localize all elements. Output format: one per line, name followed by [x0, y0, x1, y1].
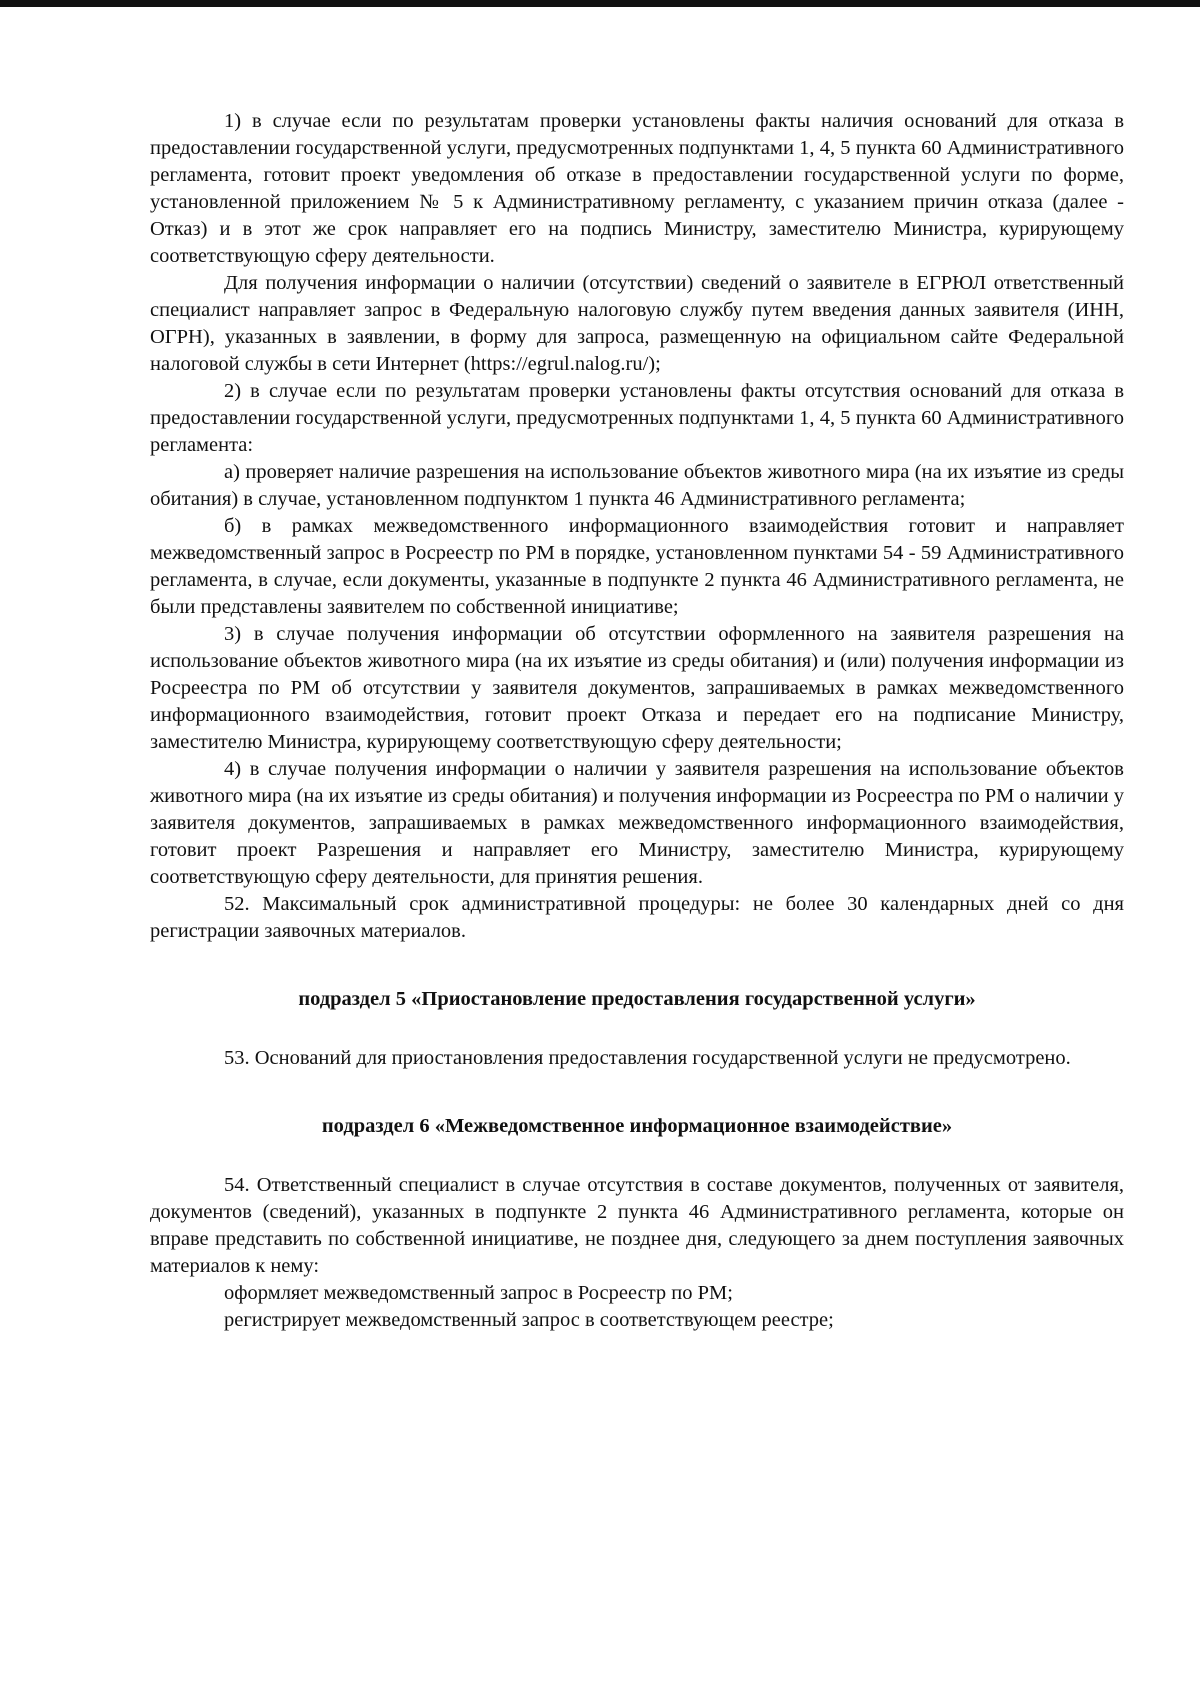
paragraph-subitem-4: 4) в случае получения информации о наличии у заявителя разрешения на использование объектов животного мира (на их изъятие из среды обитания) и получения информации из Росреестра по РМ о наличии у заявителя документов, запрашиваемых в рамках межведомственного информационного взаимодействия, готовит проект Разрешения и направляет его Министру, заместителю Министра, курирующему соответствующую сферу деятельности, для принятия решения. — [150, 758, 1124, 888]
section-5-heading: подраздел 5 «Приостановление предоставления государственной услуги» — [298, 988, 976, 1010]
paragraph-subitem-3: 3) в случае получения информации об отсутствии оформленного на заявителя разрешения на использование объектов животного мира (на их изъятие из среды обитания) и (или) получения информации из Росреестра по РМ об отсутствии у заявителя документов, запрашиваемых в рамках межведомственного информационного взаимодействия, готовит проект Отказа и передает его на подписание Министру, заместителю Министра, курирующему соответствующую сферу деятельности; — [150, 623, 1124, 753]
spacer — [150, 1072, 1124, 1113]
paragraph-subitem-2: 2) в случае если по результатам проверки установлены факты отсутствия оснований для отказа в предоставлении государственной услуги, предусмотренных подпунктами 1, 4, 5 пункта 60 Административного регламента: — [150, 380, 1124, 456]
document-page — [150, 108, 1124, 1334]
paragraph-subitem-2a: а) проверяет наличие разрешения на использование объектов животного мира (на их изъятие из среды обитания) в случае, установленном подпунктом 1 пункта 46 Административного регламента; — [150, 461, 1124, 510]
list-item: оформляет межведомственный запрос в Росреестр по РМ; — [224, 1282, 733, 1304]
spacer — [150, 945, 1124, 986]
spacer — [150, 1140, 1124, 1172]
paragraph-item-53: 53. Оснований для приостановления предоставления государственной услуги не предусмотрено. — [224, 1047, 1071, 1069]
paragraph-item-54: 54. Ответственный специалист в случае отсутствия в составе документов, полученных от заявителя, документов (сведений), указанных в подпункте 2 пункта 46 Административного регламента, которые он вправе представить по собственной инициативе, не позднее дня, следующего за днем поступления заявочных материалов к нему: — [150, 1174, 1124, 1277]
scan-top-edge — [0, 0, 1200, 7]
list-item: регистрирует межведомственный запрос в соответствующем реестре; — [224, 1309, 834, 1331]
spacer — [150, 1013, 1124, 1045]
paragraph-egrul-request: Для получения информации о наличии (отсутствии) сведений о заявителе в ЕГРЮЛ ответственный специалист направляет запрос в Федеральную налоговую службу путем введения данных заявителя (ИНН, ОГРН), указанных в заявлении, в форму для запроса, размещенную на официальном сайте Федеральной налоговой службы в сети Интернет (https://egrul.nalog.ru/); — [150, 272, 1124, 375]
paragraph-item-52: 52. Максимальный срок административной процедуры: не более 30 календарных дней со дня регистрации заявочных материалов. — [150, 893, 1124, 942]
paragraph-subitem-2b: б) в рамках межведомственного информационного взаимодействия готовит и направляет межведомственный запрос в Росреестр по РМ в порядке, установленном пунктами 54 - 59 Административного регламента, в случае, если документы, указанные в подпункте 2 пункта 46 Административного регламента, не были представлены заявителем по собственной инициативе; — [150, 515, 1124, 618]
section-6-heading: подраздел 6 «Межведомственное информационное взаимодействие» — [321, 1115, 953, 1137]
paragraph-subitem-1: 1) в случае если по результатам проверки установлены факты наличия оснований для отказа в предоставлении государственной услуги, предусмотренных подпунктами 1, 4, 5 пункта 60 Административного регламента, готовит проект уведомления об отказе в предоставлении государственной услуги по форме, установленной приложением № 5 к Административному регламенту, с указанием причин отказа (далее - Отказ) и в этот же срок направляет его на подпись Министру, заместителю Министра, курирующему соответствующую сферу деятельности. — [150, 110, 1124, 267]
